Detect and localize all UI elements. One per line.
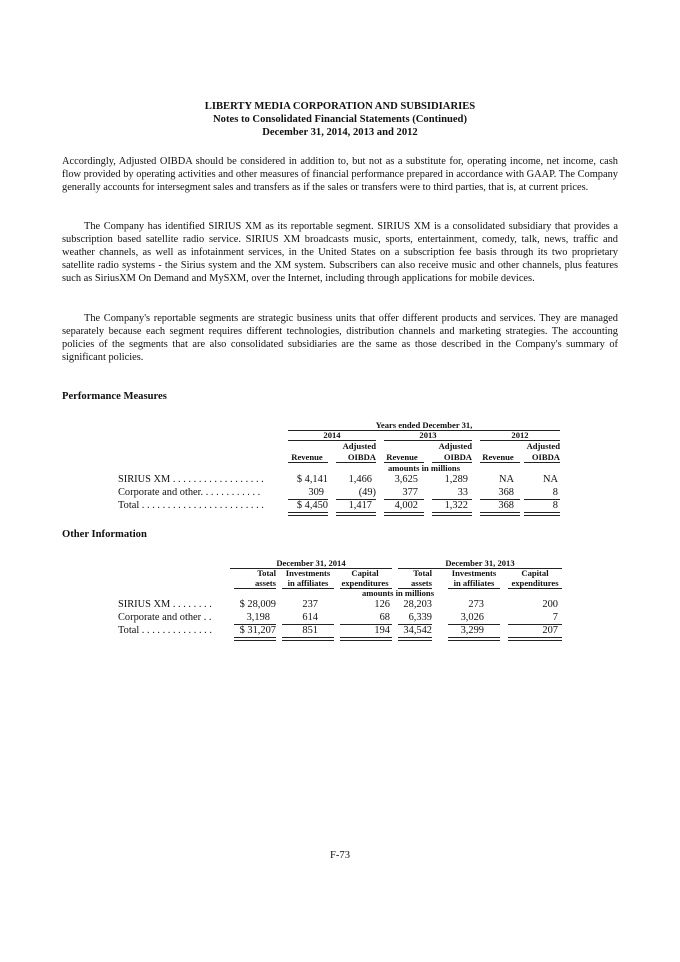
perf-total-rev-2014: $ 4,450 bbox=[296, 500, 328, 511]
other-corp-invest-2013: 3,026 bbox=[460, 612, 484, 623]
col-total-assets-2013-l1: Total bbox=[413, 568, 432, 578]
col-investments-2013-l1: Investments bbox=[451, 568, 497, 578]
col-total-assets-2014-l2: assets bbox=[254, 578, 276, 588]
page-number: F-73 bbox=[329, 850, 350, 861]
other-total-invest-2014: 851 bbox=[302, 625, 318, 636]
performance-measures-title: Performance Measures bbox=[62, 391, 167, 402]
perf-total-rev-2012: 368 bbox=[498, 500, 514, 511]
perf-corp-rev-2014: 309 bbox=[308, 487, 324, 498]
other-information-title: Other Information bbox=[62, 529, 147, 540]
years-ended-header: Years ended December 31, bbox=[375, 420, 473, 430]
other-total-assets-2014: $ 31,207 bbox=[239, 625, 276, 636]
other-sirius-capex-2014: 126 bbox=[374, 599, 390, 610]
col-capex-2014-l2: expenditures bbox=[341, 578, 389, 588]
other-row-label-corporate: Corporate and other . . bbox=[118, 612, 212, 623]
col-capex-2014-l1: Capital bbox=[351, 568, 379, 578]
other-units: amounts in millions bbox=[361, 588, 435, 598]
perf-sirius-oibda-2012: NA bbox=[542, 474, 558, 485]
row-label-corporate: Corporate and other. . . . . . . . . . . . bbox=[118, 487, 261, 498]
dates-subtitle: December 31, 2014, 2013 and 2012 bbox=[262, 127, 418, 138]
other-corp-assets-2013: 6,339 bbox=[408, 612, 432, 623]
perf-corp-rev-2013: 377 bbox=[402, 487, 418, 498]
row-label-sirius: SIRIUS XM . . . . . . . . . . . . . . . . . . bbox=[118, 474, 264, 485]
performance-units: amounts in millions bbox=[387, 463, 461, 473]
adj-oibda-2012-line1: Adjusted bbox=[526, 441, 560, 451]
adj-oibda-2014-line2: OIBDA bbox=[347, 452, 376, 462]
other-total-capex-2013: 207 bbox=[542, 625, 558, 636]
col-investments-2014-l2: in affiliates bbox=[287, 578, 329, 588]
perf-corp-rev-2012: 368 bbox=[498, 487, 514, 498]
other-total-assets-2013: 34,542 bbox=[403, 625, 432, 636]
other-total-capex-2014: 194 bbox=[374, 625, 390, 636]
other-corp-capex-2013: 7 bbox=[552, 612, 558, 623]
revenue-2014-header: Revenue bbox=[291, 452, 323, 462]
other-row-label-sirius: SIRIUS XM . . . . . . . . bbox=[118, 599, 212, 610]
col-capex-2013-l1: Capital bbox=[521, 568, 549, 578]
adj-oibda-2014-line1: Adjusted bbox=[342, 441, 376, 451]
adj-oibda-2012-line2: OIBDA bbox=[531, 452, 560, 462]
period-2014-header: December 31, 2014 bbox=[276, 558, 346, 568]
year-2012: 2012 bbox=[511, 430, 529, 440]
perf-sirius-rev-2012: NA bbox=[498, 474, 514, 485]
other-sirius-capex-2013: 200 bbox=[542, 599, 558, 610]
col-investments-2014-l1: Investments bbox=[285, 568, 331, 578]
adj-oibda-2013-line2: OIBDA bbox=[443, 452, 472, 462]
paragraph-reportable-segments: The Company's reportable segments are strategic business units that offer different products and services. They are managed separately because each segment requires different technologies, distribution channels and marketing strategies. The accounting policies of the segments that are also consolidated subsidiaries are the same as those described in the Company's summary of significant policies. bbox=[62, 313, 618, 363]
other-row-label-total: Total . . . . . . . . . . . . . . bbox=[118, 625, 212, 636]
perf-corp-oibda-2014: (49) bbox=[358, 487, 376, 498]
perf-sirius-rev-2014: $ 4,141 bbox=[296, 474, 328, 485]
adj-oibda-2013-line1: Adjusted bbox=[438, 441, 472, 451]
company-title: LIBERTY MEDIA CORPORATION AND SUBSIDIARIES bbox=[204, 101, 476, 112]
perf-total-oibda-2013: 1,322 bbox=[444, 500, 468, 511]
period-2013-header: December 31, 2013 bbox=[445, 558, 515, 568]
other-sirius-assets-2014: $ 28,009 bbox=[239, 599, 276, 610]
perf-total-rev-2013: 4,002 bbox=[394, 500, 418, 511]
notes-subtitle: Notes to Consolidated Financial Statements (Continued) bbox=[213, 114, 467, 125]
other-sirius-assets-2013: 28,203 bbox=[403, 599, 432, 610]
perf-total-oibda-2012: 8 bbox=[552, 500, 558, 511]
col-investments-2013-l2: in affiliates bbox=[453, 578, 495, 588]
perf-corp-oibda-2012: 8 bbox=[552, 487, 558, 498]
other-corp-capex-2014: 68 bbox=[379, 612, 390, 623]
year-2014: 2014 bbox=[323, 430, 341, 440]
other-total-invest-2013: 3,299 bbox=[460, 625, 484, 636]
other-sirius-invest-2014: 237 bbox=[302, 599, 318, 610]
revenue-2012-header: Revenue bbox=[482, 452, 514, 462]
col-capex-2013-l2: expenditures bbox=[511, 578, 559, 588]
document-header bbox=[0, 100, 680, 139]
other-corp-assets-2014: 3,198 bbox=[246, 612, 270, 623]
other-corp-invest-2014: 614 bbox=[302, 612, 318, 623]
other-sirius-invest-2013: 273 bbox=[468, 599, 484, 610]
perf-sirius-rev-2013: 3,625 bbox=[394, 474, 418, 485]
col-total-assets-2014-l1: Total bbox=[257, 568, 276, 578]
year-2013: 2013 bbox=[419, 430, 437, 440]
perf-total-oibda-2014: 1,417 bbox=[348, 500, 372, 511]
row-label-total: Total . . . . . . . . . . . . . . . . . . . . . . . . bbox=[118, 500, 264, 511]
perf-sirius-oibda-2013: 1,289 bbox=[444, 474, 468, 485]
paragraph-sirius-segment: The Company has identified SIRIUS XM as its reportable segment. SIRIUS XM is a consolidated subsidiary that provides a subscription based satellite radio service. SIRIUS XM broadcasts music, sports, entertainment, comedy, talk, news, traffic and weather channels, as well as infotainment services, in the United States on a subscription fee basis through its two proprietary satellite radio systems - the Sirius system and the XM system. Subscribers can also receive music and other channels, plus features such as SiriusXM On Demand and MySXM, over the Internet, including through applications for mobile devices. bbox=[62, 221, 618, 284]
revenue-2013-header: Revenue bbox=[386, 452, 418, 462]
perf-corp-oibda-2013: 33 bbox=[457, 487, 468, 498]
paragraph-oibda: Accordingly, Adjusted OIBDA should be considered in addition to, but not as a substitute for, operating income, net income, cash flow provided by operating activities and other measures of financial performance prepared in accordance with GAAP. The Company generally accounts for intersegment sales and transfers as if the sales or transfers were to third parties, that is, at current prices. bbox=[62, 156, 618, 193]
col-total-assets-2013-l2: assets bbox=[410, 578, 432, 588]
perf-sirius-oibda-2014: 1,466 bbox=[348, 474, 372, 485]
